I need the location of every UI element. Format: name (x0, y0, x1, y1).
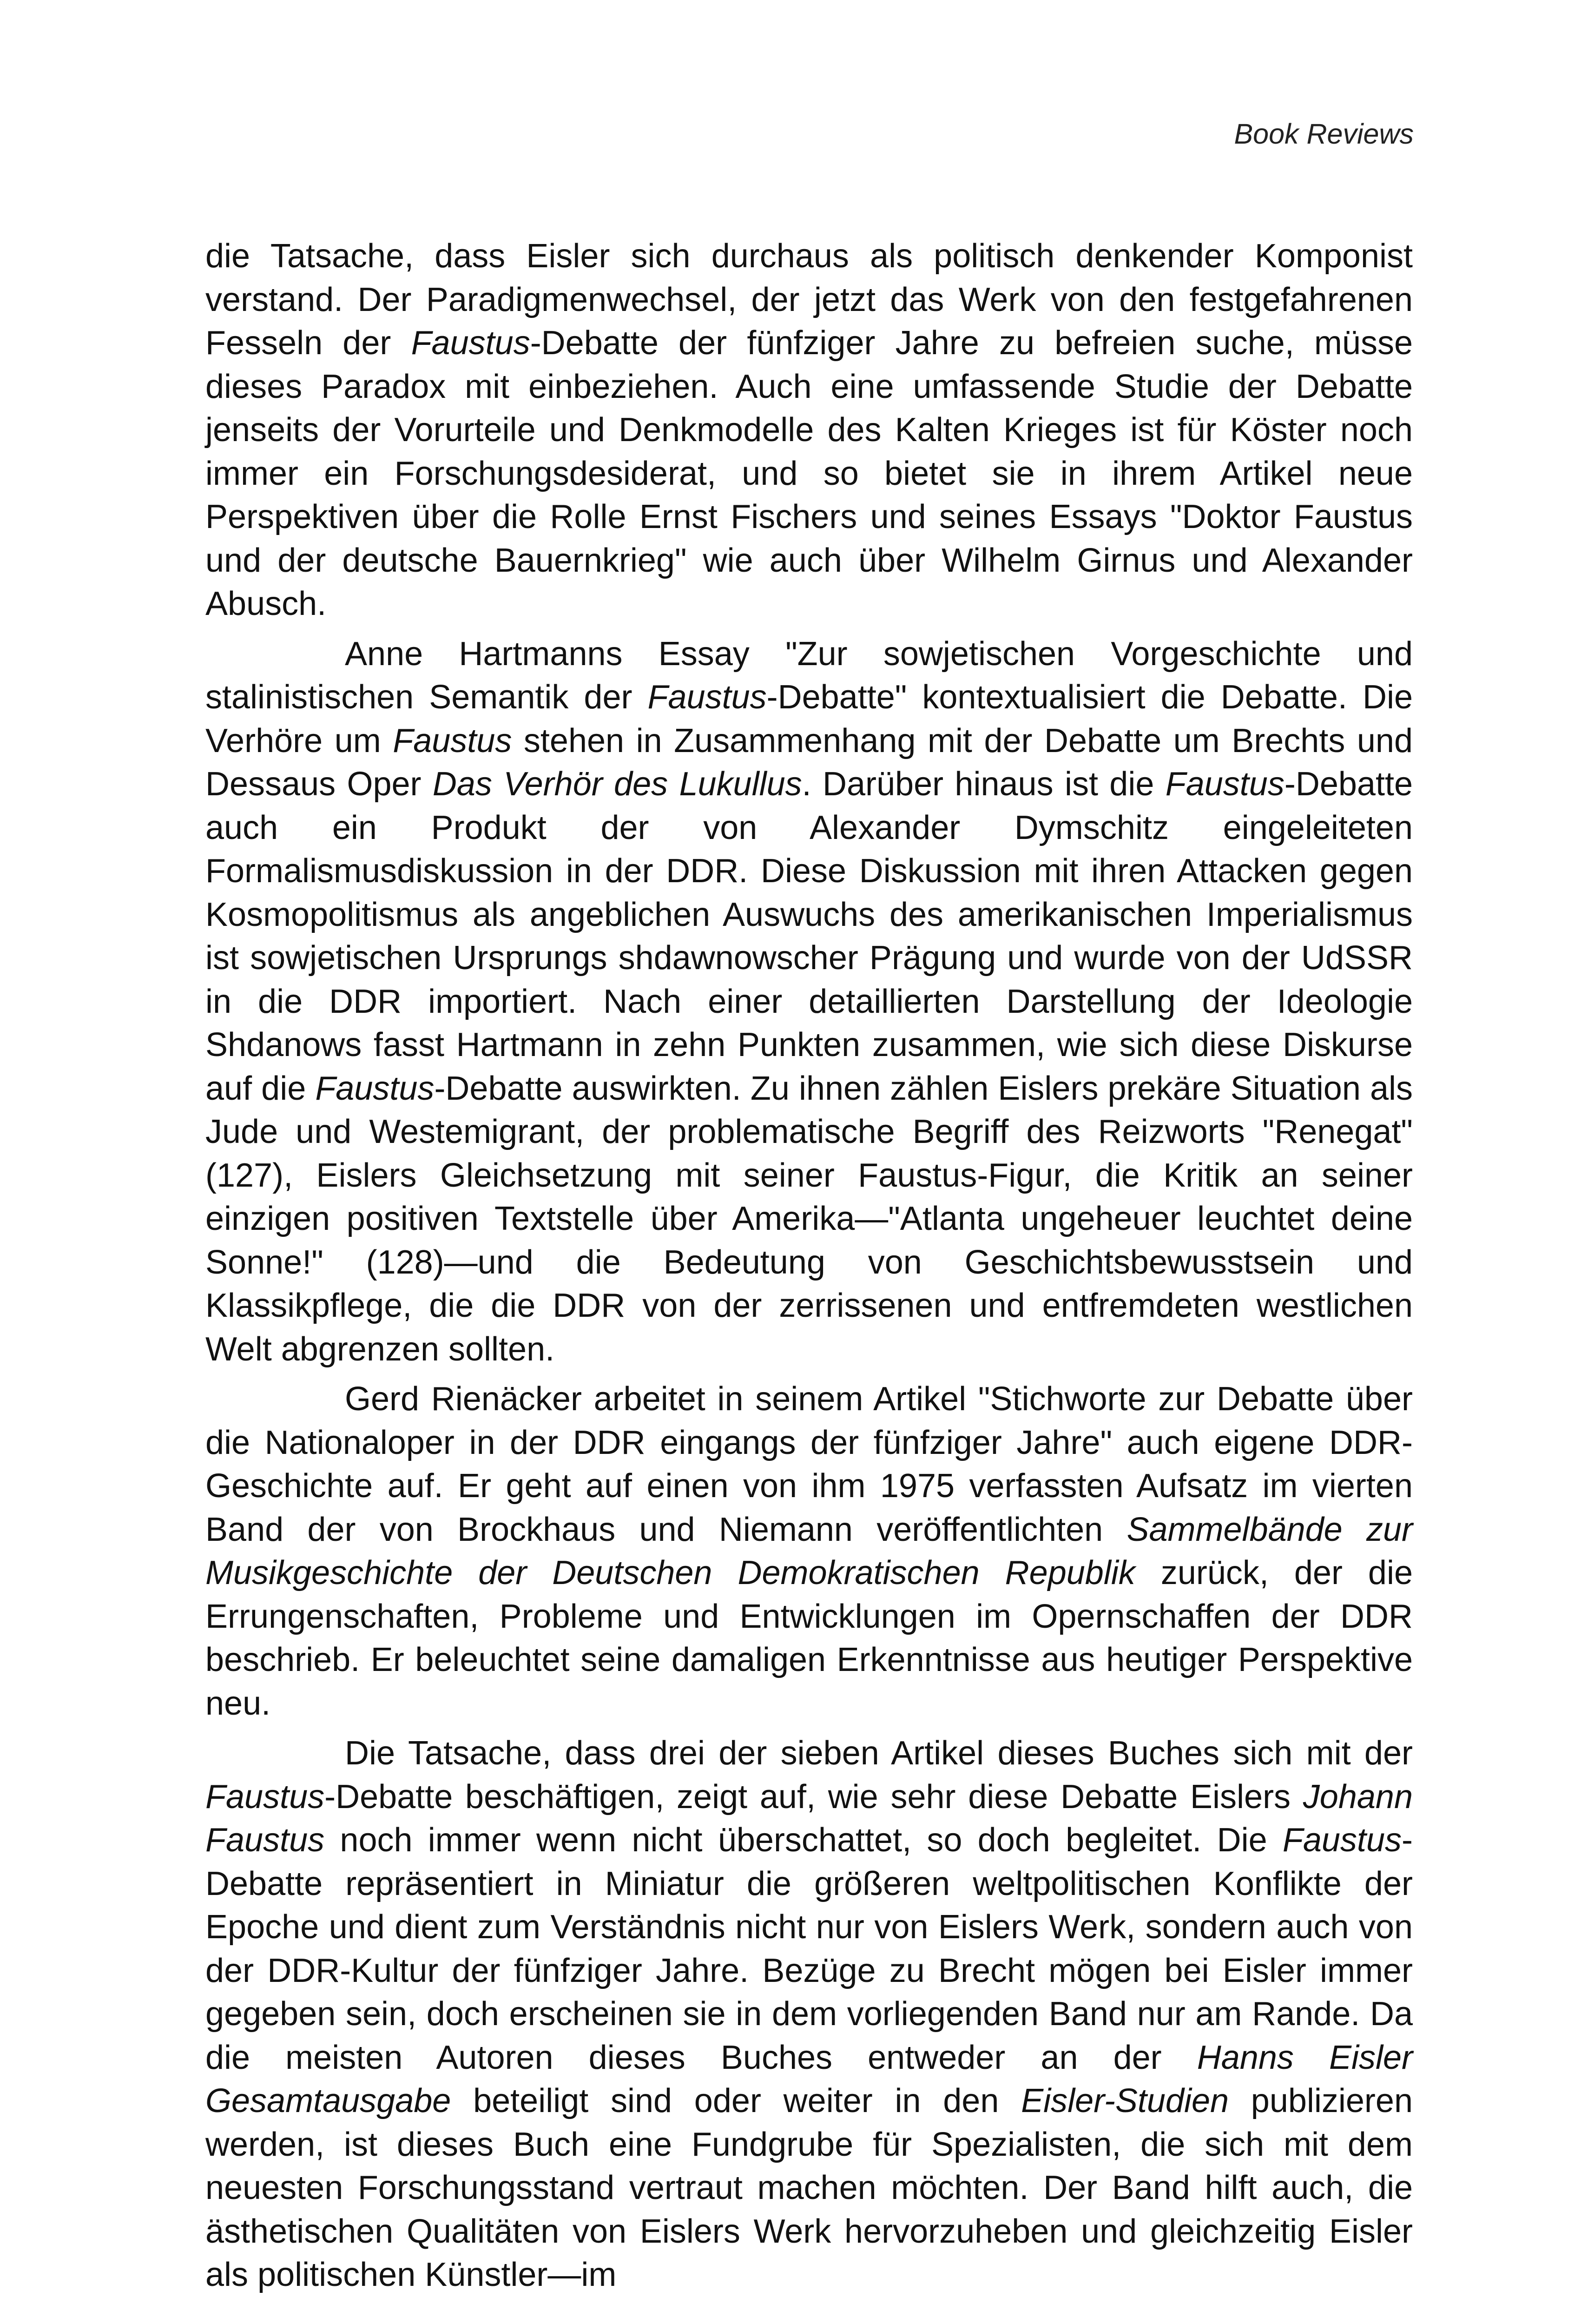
text-run: -Debatte der fünfziger Jahre zu befreien suche, müsse dieses Paradox mit einbeziehen. Auch eine umfassende Studie der Debatte jenseits der Vorurteile und Denkmodelle des Kalten Krieges ist für Köster noch immer ein Forschungsdesiderat, und so bietet sie in ihrem Artikel neue Perspektiven über die Rolle Ernst Fischers und seines Essays "Doktor Faustus und der deutsche Bauernkrieg" wie auch über Wilhelm Girnus und Alexander Abusch. (205, 324, 1413, 622)
text-run: zurück, der die Errungenschaften, Probleme und Entwicklungen im Opernschaffen der DDR beschrieb. Er beleuchtet seine damaligen Erkenntnisse aus heutiger Perspektive neu. (205, 1554, 1413, 1722)
text-run: -Debatte repräsentiert in Miniatur die größeren weltpolitischen Konflikte der Epoche und dient zum Verständnis nicht nur von Eislers Werk, sondern auch von der DDR-Kultur der fünfziger Jahre. Bezüge zu Brecht mögen bei Eisler immer gegeben sein, doch erscheinen sie in dem vorliegenden Band nur am Rande. Da die meisten Autoren dieses Buches entweder an der (205, 1822, 1413, 2076)
text-run: -Debatte auswirkten. Zu ihnen zählen Eislers prekäre Situation als Jude und Westemigrant, der problematische Begriff des Reizworts "Renegat" (127), Eislers Gleichsetzung mit seiner Faustus-Figur, die Kritik an seiner einzigen positiven Textstelle über Amerika—"Atlanta ungeheuer leuchtet deine Sonne!" (128)—und die Bedeutung von Geschichtsbewusstsein und Klassikpflege, die die DDR von der zerrissenen und entfremdeten westlichen Welt abgrenzen sollten. (205, 1070, 1413, 1368)
italic-title-text: Faustus (205, 1778, 325, 1816)
text-run: -Debatte auch ein Produkt der von Alexander Dymschitz eingeleiteten Formalismusdiskussion in der DDR. Diese Diskussion mit ihren Attacken gegen Kosmopolitismus als angeblichen Auswuchs des amerikanischen Imperialismus ist sowjetischen Ursprungs shdawnowscher Prägung und wurde von der UdSSR in die DDR importiert. Nach einer detaillierten Darstellung der Ideologie Shdanows fasst Hartmann in zehn Punkten zusammen, wie sich diese Diskurse auf die (205, 766, 1413, 1107)
paragraph-continued (205, 235, 1413, 626)
italic-title-text: Faustus (315, 1070, 435, 1107)
text-run: Die Tatsache, dass drei der sieben Artikel dieses Buches sich mit der (345, 1735, 1413, 1772)
text-run: Anne Hartmanns Essay "Zur sowjetischen Vorgeschichte und stalinistischen Semantik der (205, 635, 1413, 716)
paragraph-hartmann (205, 633, 1413, 1372)
italic-title-text: Faustus (393, 722, 512, 759)
italic-title-text: Das Verhör des Lukullus (432, 766, 802, 803)
italic-title-text: Faustus (1165, 766, 1285, 803)
body-text (205, 235, 1413, 2297)
paragraph-conclusion (205, 1732, 1413, 2297)
italic-title-text: Faustus (411, 324, 530, 362)
paragraph-rienaecker (205, 1378, 1413, 1725)
italic-title-text: Hanns Eisler Gesamtausgabe (205, 2039, 1413, 2119)
text-run: stehen in Zusammenhang mit der Debatte um Brechts und Dessaus Oper (205, 722, 1413, 803)
italic-title-text: Faustus (1282, 1822, 1402, 1859)
text-run: noch immer wenn nicht überschattet, so doch begleitet. Die (324, 1822, 1283, 1859)
text-run: beteiligt sind oder weiter in den (451, 2082, 1021, 2119)
text-run: die Tatsache, dass Eisler sich durchaus als politisch denkender Komponist verstand. Der Paradigmenwechsel, der jetzt das Werk von den festgefahrenen Fesseln der (205, 238, 1413, 362)
text-run: publizieren werden, ist dieses Buch eine Fundgrube für Spezialisten, die sich mit dem neuesten Forschungsstand vertraut machen möchten. Der Band hilft auch, die ästhetischen Qualitäten von Eislers Werk hervorzuheben und gleichzeitig Eisler als politischen Künstler—im (205, 2082, 1413, 2293)
italic-title-text: Faustus (647, 679, 767, 716)
text-run: -Debatte" kontextualisiert die Debatte. Die Verhöre um (205, 679, 1413, 759)
italic-title-text: Sammelbände zur Musikgeschichte der Deutschen Demokratischen Republik (205, 1511, 1413, 1591)
text-run: -Debatte beschäftigen, zeigt auf, wie sehr diese Debatte Eislers (324, 1778, 1303, 1816)
text-run: . Darüber hinaus ist die (802, 766, 1166, 803)
italic-title-text: Eisler-Studien (1021, 2082, 1229, 2119)
italic-title-text: Johann Faustus (205, 1778, 1413, 1859)
running-head: Book Reviews (1234, 118, 1414, 150)
text-run: Gerd Rienäcker arbeitet in seinem Artikel "Stichworte zur Debatte über die Nationaloper in der DDR eingangs der fünfziger Jahre" auch eigene DDR-Geschichte auf. Er geht auf einen von ihm 1975 verfassten Aufsatz im vierten Band der von Brockhaus und Niemann veröffentlichten (205, 1380, 1413, 1548)
